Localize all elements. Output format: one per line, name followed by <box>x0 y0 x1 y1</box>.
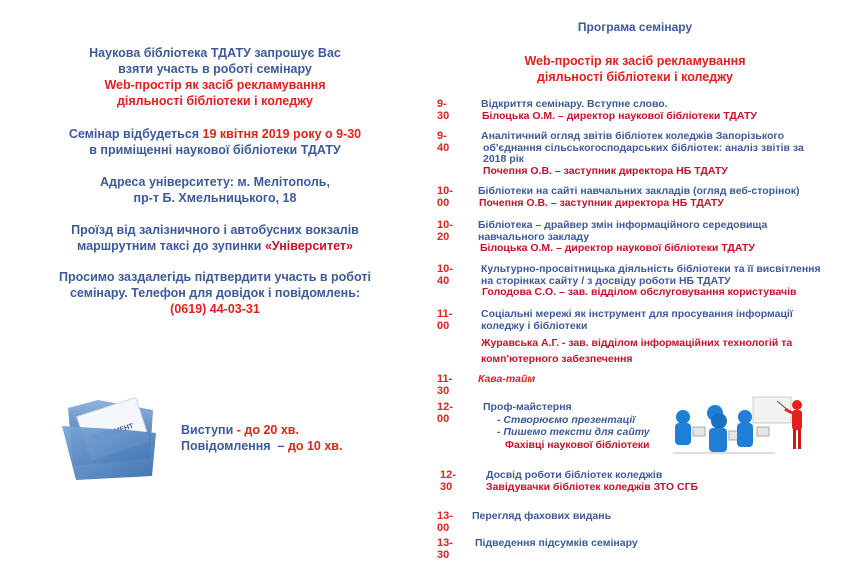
speeches-separator: - <box>233 423 245 437</box>
program-title: Програма семінару <box>577 20 693 34</box>
date-value: 19 квітня 2019 року о 9-30 <box>202 127 362 141</box>
item-title: Бібліотеки на сайті навчальних закладів (огляд веб-сторінок) <box>478 185 800 197</box>
item-speaker: Почепня О.В. – заступник директора НБ ТДАТУ <box>479 196 724 209</box>
item-speaker: Білоцька О.М. – директор наукової бібліотеки ТДАТУ <box>482 109 757 122</box>
item-time: 12-30 <box>440 469 456 493</box>
invite-topic-1: Web-простір як засіб рекламування <box>104 78 326 92</box>
address-line-2: пр-т Б. Хмельницького, 18 <box>133 191 297 205</box>
item-speaker: Завідувачки бібліотек коледжів ЗТО СГБ <box>486 480 699 493</box>
reports-separator: – <box>270 439 288 453</box>
travel-block <box>30 222 400 254</box>
invite-topic-2: діяльності бібліотеки і коледжу <box>116 94 314 108</box>
speeches-label: Виступи <box>181 423 234 437</box>
item-title-line: Культурно-просвітницька діяльність бібліотеки та її висвітлення <box>481 263 821 275</box>
coffee-break: Кава-тайм <box>478 373 536 385</box>
confirm-line-1: Просимо заздалегідь підтвердити участь в роботі <box>59 270 371 284</box>
item-speaker-line: Журавська А.Г. - зав. відділом інформаційних технологій та <box>481 337 793 349</box>
reglament-folder-image <box>58 388 163 483</box>
speeches-value: до 20 хв. <box>244 423 299 437</box>
address-block <box>30 174 400 206</box>
item-title: Проф-майстерня <box>483 401 572 413</box>
confirm-line-2: семінару. Телефон для довідок і повідомлень: <box>69 286 361 300</box>
item-title-line: 2018 рік <box>483 153 524 165</box>
item-time: 13-30 <box>437 537 453 561</box>
item-subtopic: - Пишемо тексти для сайту <box>497 426 650 438</box>
confirm-block <box>30 269 400 317</box>
item-title-line: Соціальні мережі як інструмент для просування інформації <box>481 308 793 320</box>
item-title: Перегляд фахових видань <box>472 510 612 522</box>
item-time: 9-40 <box>437 130 450 154</box>
item-title-line: коледжу і бібліотеки <box>481 319 588 332</box>
item-title-line: Аналітичний огляд звітів бібліотек коледжів Запорізького <box>481 130 785 142</box>
reglament-text <box>181 422 342 454</box>
item-time: 10-20 <box>437 219 453 243</box>
item-time: 12-00 <box>437 401 453 425</box>
workshop-illustration <box>665 395 815 455</box>
reports-label: Повідомлення <box>181 439 271 453</box>
item-time: 9-30 <box>437 98 450 122</box>
invite-line-2: взяти участь в роботі семінару <box>118 62 312 76</box>
venue-text: в приміщенні наукової бібліотеки ТДАТУ <box>89 143 341 157</box>
item-title-line: Бібліотека – драйвер змін інформаційного середовища <box>478 219 768 231</box>
program-topic <box>430 53 840 85</box>
item-time: 11-30 <box>437 373 453 397</box>
item-title: Досвід роботи бібліотек коледжів <box>486 469 663 481</box>
item-speaker: Фахівці наукової бібліотеки <box>505 438 650 451</box>
item-time: 10-00 <box>437 185 453 209</box>
item-time: 10-40 <box>437 263 453 287</box>
item-title-line: навчального закладу <box>478 230 590 243</box>
address-line-1: Адреса університету: м. Мелітополь, <box>100 175 330 189</box>
item-title-line: на сторінках сайту / з досвіду роботи НБ ТДАТУ <box>481 274 731 287</box>
item-time: 11-00 <box>437 308 453 332</box>
invitation-block <box>30 45 400 109</box>
item-title: Відкриття семінару. Вступне слово. <box>481 98 668 110</box>
item-time: 13-00 <box>437 510 453 534</box>
item-speaker: Білоцька О.М. – директор наукової бібліотеки ТДАТУ <box>480 242 755 254</box>
program-topic-1: Web-простір як засіб рекламування <box>524 54 746 68</box>
item-title-line: об'єднання сільськогосподарських бібліотек: аналіз звітів за <box>483 141 804 154</box>
date-prefix: Семінар відбудеться <box>68 127 203 141</box>
item-title: Підведення підсумків семінару <box>475 537 638 549</box>
travel-prefix: маршрутним таксі до зупинки <box>77 239 265 253</box>
reports-value: до 10 хв. <box>287 439 343 453</box>
program-topic-2: діяльності бібліотеки і коледжу <box>536 70 734 84</box>
item-speaker: Почепня О.В. – заступник директора НБ ТДАТУ <box>483 164 728 177</box>
invite-line-1: Наукова бібліотека ТДАТУ запрошує Вас <box>89 46 341 60</box>
phone-number: (0619) 44-03-31 <box>170 302 260 316</box>
date-block <box>30 126 400 158</box>
item-speaker-line: комп'ютерного забезпечення <box>481 353 633 365</box>
travel-stop: «Університет» <box>264 239 353 253</box>
item-speaker: Голодова С.О. – зав. відділом обслуговування користувачів <box>482 286 797 298</box>
item-subtopic: - Створюємо презентації <box>497 413 636 426</box>
travel-line-1: Проїзд від залізничного і автобусних вокзалів <box>71 223 359 237</box>
